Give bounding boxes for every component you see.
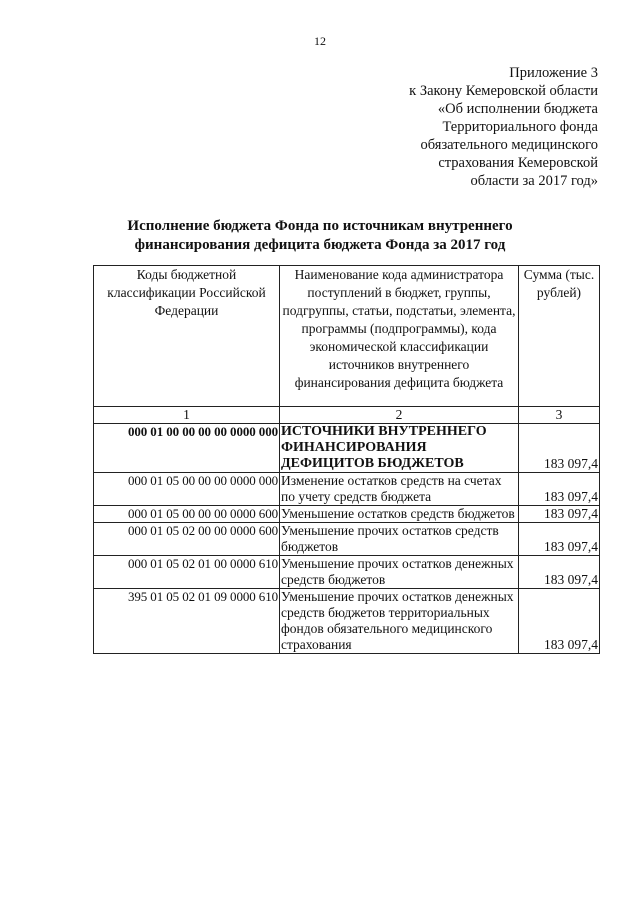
budget-name-cell: Уменьшение остатков средств бюджетов	[280, 506, 519, 523]
appendix-line: области за 2017 год»	[470, 173, 598, 189]
table-row	[94, 506, 600, 523]
budget-name-cell: Уменьшение прочих остатков средств бюджетов	[280, 523, 519, 556]
table-row	[94, 424, 600, 473]
budget-sum-cell: 183 097,4	[519, 523, 600, 556]
table-row	[94, 589, 600, 654]
budget-sum-cell: 183 097,4	[519, 473, 600, 506]
budget-code-cell: 000 01 05 02 01 00 0000 610	[94, 556, 280, 589]
document-title	[0, 217, 640, 255]
column-number-row	[94, 407, 600, 424]
budget-sum-cell: 183 097,4	[519, 506, 600, 523]
appendix-line: к Закону Кемеровской области	[409, 83, 598, 99]
appendix-line: страхования Кемеровской	[438, 155, 598, 171]
column-number: 2	[280, 407, 519, 424]
budget-table	[93, 265, 600, 654]
budget-name-cell: Уменьшение прочих остатков денежных средств бюджетов	[280, 556, 519, 589]
budget-name-cell: Изменение остатков средств на счетах по учету средств бюджета	[280, 473, 519, 506]
budget-code-cell: 000 01 05 00 00 00 0000 000	[94, 473, 280, 506]
budget-code-cell: 000 01 00 00 00 00 0000 000	[94, 424, 280, 473]
budget-sum-cell: 183 097,4	[519, 589, 600, 654]
table-row	[94, 523, 600, 556]
budget-code-cell: 000 01 05 00 00 00 0000 600	[94, 506, 280, 523]
header-codes: Коды бюджетной классификации Российской Федерации	[94, 266, 280, 407]
appendix-line: «Об исполнении бюджета	[437, 101, 598, 117]
header-sum: Сумма (тыс. рублей)	[519, 266, 600, 407]
appendix-block	[338, 64, 598, 190]
budget-sum-cell: 183 097,4	[519, 556, 600, 589]
document-title-line: Исполнение бюджета Фонда по источникам внутреннего	[127, 218, 513, 234]
column-number: 1	[94, 407, 280, 424]
page-number: 12	[314, 34, 326, 48]
budget-sum-cell: 183 097,4	[519, 424, 600, 473]
appendix-line: Территориального фонда	[442, 119, 598, 135]
table-body	[94, 424, 600, 654]
table-row	[94, 473, 600, 506]
document-title-line: финансирования дефицита бюджета Фонда за 2017 год	[134, 237, 506, 253]
table-row	[94, 556, 600, 589]
table-header-row	[94, 266, 600, 407]
budget-code-cell: 395 01 05 02 01 09 0000 610	[94, 589, 280, 654]
budget-name-cell: Уменьшение прочих остатков денежных средств бюджетов территориальных фондов обязательного медицинского страхования	[280, 589, 519, 654]
appendix-line: Приложение 3	[509, 65, 598, 81]
appendix-line: обязательного медицинского	[420, 137, 598, 153]
budget-code-cell: 000 01 05 02 00 00 0000 600	[94, 523, 280, 556]
header-name: Наименование кода администратора поступлений в бюджет, группы, подгруппы, статьи, подстатьи, элемента, программы (подпрограммы), кода экономической классификации источников внутреннего финансирования дефицита бюджета	[280, 266, 519, 407]
column-number: 3	[519, 407, 600, 424]
budget-name-cell: ИСТОЧНИКИ ВНУТРЕННЕГО ФИНАНСИРОВАНИЯ ДЕФИЦИТОВ БЮДЖЕТОВ	[280, 424, 519, 473]
